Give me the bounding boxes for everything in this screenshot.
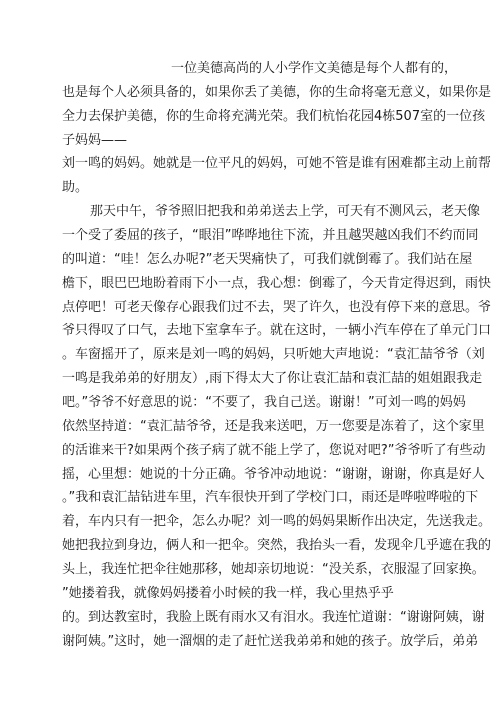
text-line: 她把我拉到身边，俩人和一把伞。突然，我抬头一看，发现伞几乎遮在我的 (62, 538, 492, 553)
text-line: 谢阿姨。”这时，她一溜烟的走了赶忙送我弟弟和她的孩子。放学后，弟弟 (62, 634, 479, 649)
text-line: 子妈妈—— (62, 133, 128, 148)
text-line: 点停吧！可老天像存心跟我们过不去，哭了许久，也没有停下来的意思。爷 (62, 300, 492, 315)
text-line: 那天中午，爷爷照旧把我和弟弟送去上学，可天有不测风云，老天像 (90, 204, 481, 219)
text-line: 刘一鸣的妈妈。她就是一位平凡的妈妈，可她不管是谁有困难都主动上前帮 (62, 156, 492, 171)
text-line: 爷只得叹了口气，去地下室拿车子。就在这时，一辆小汽车停在了单元门口 (62, 323, 492, 338)
text-line: 。车窗摇开了，原来是刘一鸣的妈妈，只听她大声地说：“袁汇喆爷爷（刘 (62, 347, 485, 362)
text-line: 着，车内只有一把伞，怎么办呢？刘一鸣的妈妈果断作出决定，先送我走。 (62, 514, 492, 529)
text-line: 的。到达教室时，我脸上既有雨水又有泪水。我连忙道谢：“谢谢阿姨，谢 (62, 610, 485, 625)
text-line: 依然坚持道：“袁汇喆爷爷，还是我来送吧，万一您要是冻着了，这个家里 (62, 419, 485, 434)
text-line: 助。 (62, 180, 89, 195)
text-line: 也是每个人必须具备的，如果你丢了美德，你的生命将毫无意义，如果你是 (62, 85, 492, 100)
text-line: 的叫道：“哇！怎么办呢?”老天哭痛快了，可我们就倒霉了。我们站在屋 (62, 252, 473, 267)
text-line: 。”我和袁汇喆钻进车里，汽车很快开到了学校门口，雨还是哗啦哗啦的下 (62, 490, 479, 505)
text-line: 一位美德高尚的人小学作文美德是每个人都有的， (171, 61, 458, 76)
text-line: 摇，心里想：她说的十分正确。爷爷冲动地说：“谢谢，谢谢，你真是好人 (62, 467, 485, 482)
text-line: 一个受了委屈的孩子，“眼泪”哗哗地往下流，并且越哭越凶我们不约而同 (62, 228, 479, 243)
text-line: ”她搂着我，就像妈妈搂着小时候的我一样，我心里热乎乎 (62, 586, 394, 601)
text-line: 的活谁来干?如果两个孩子病了就不能上学了，您说对吧?”爷爷听了有些动 (62, 443, 486, 458)
text-line: 一鸣是我弟弟的好朋友）,雨下得太大了你让袁汇喆和袁汇喆的姐姐跟我走 (62, 371, 483, 386)
text-line: 全力去保护美德，你的生命将充满光荣。我们杭怡花园4栋507室的一位孩 (62, 109, 486, 124)
text-line: 头上，我连忙把伞往她那移，她却亲切地说：“没关系，衣服湿了回家换。 (62, 562, 485, 577)
text-line: 吧。”爷爷不好意思的说：“不要了，我自己送。谢谢！”可刘一鸣的妈妈 (62, 395, 466, 410)
text-line: 檐下，眼巴巴地盼着雨下小一点，我心想：倒霉了，今天肯定得迟到，雨快 (62, 276, 492, 291)
